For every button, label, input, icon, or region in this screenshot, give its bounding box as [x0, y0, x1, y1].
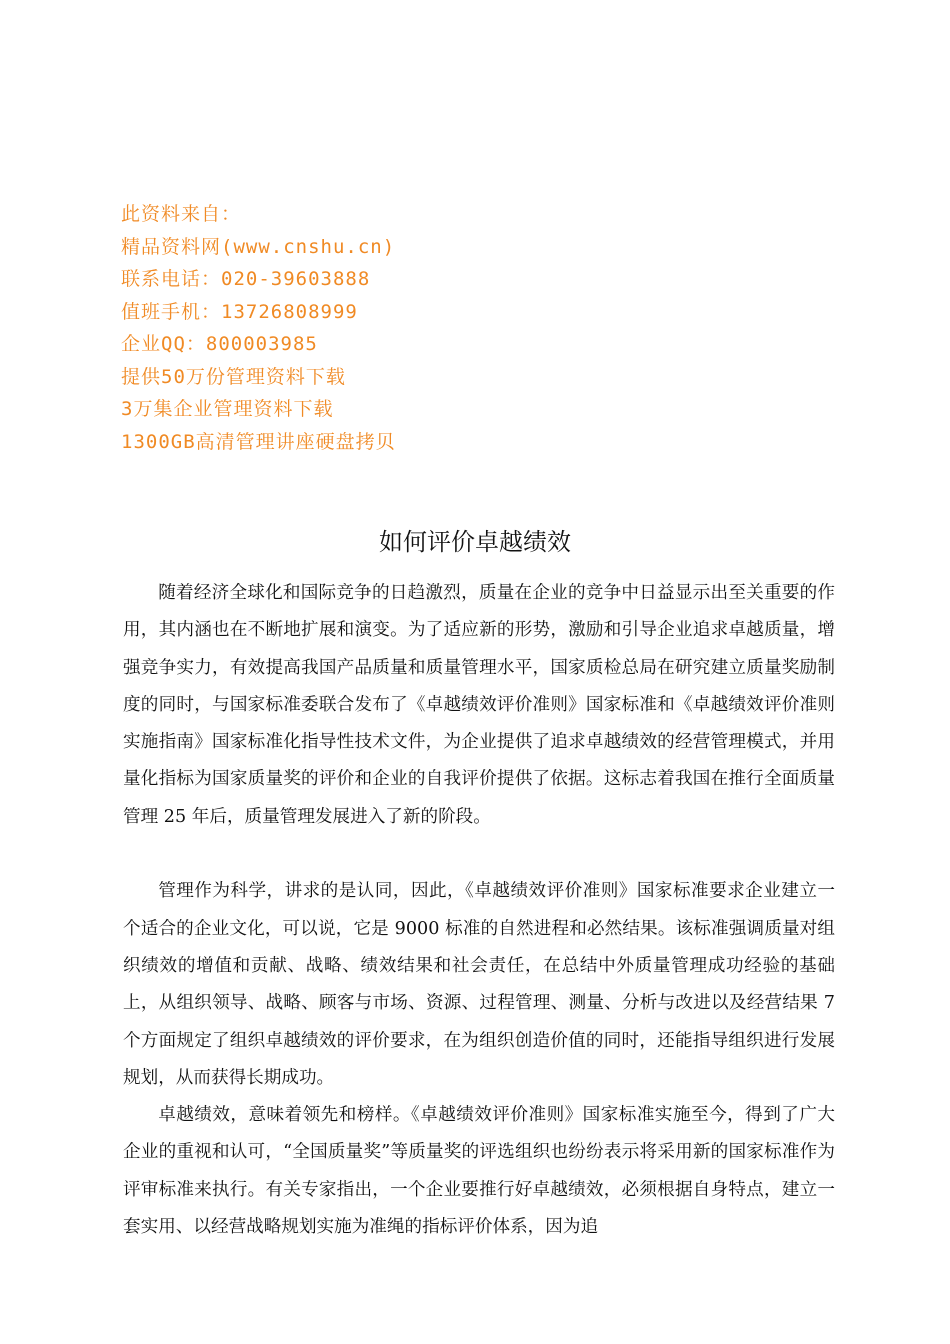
download-offer: 提供50万份管理资料下载: [121, 365, 346, 388]
paragraph-spacer: [123, 836, 835, 873]
management-material-offer: 3万集企业管理资料下载: [121, 398, 334, 420]
lecture-copy-offer: 1300GB高清管理讲座硬盘拷贝: [121, 430, 396, 453]
article-paragraph: 随着经济全球化和国际竞争的日趋激烈，质量在企业的竞争中日益显示出至关重要的作用，其内涵也在不断地扩展和演变。为了适应新的形势，激励和引导企业追求卓越质量，增强竞争实力，有效提高我国产品质量和质量管理水平，国家质检总局在研究建立质量奖励制度的同时，与国家标准委联合发布了《卓越绩效评价准则》国家标准和《卓越绩效评价准则实施指南》国家标准化指导性技术文件，为企业提供了追求卓越绩效的经营管理模式，并用量化指标为国家质量奖的评价和企业的自我评价提供了依据。这标志着我国在推行全面质量管理 25 年后，质量管理发展进入了新的阶段。: [123, 583, 835, 827]
company-qq: 企业QQ：800003985: [121, 333, 318, 355]
article-paragraph: 卓越绩效，意味着领先和榜样。《卓越绩效评价准则》国家标准实施至今，得到了广大企业的重视和认可，“全国质量奖”等质量奖的评选组织也纷纷表示将采用新的国家标准作为评审标准来执行。有关专家指出，一个企业要推行好卓越绩效，必须根据自身特点，建立一套实用、以经营战略规划实施为准绳的指标评价体系，因为追: [123, 1105, 835, 1238]
source-info-block: [121, 198, 681, 458]
article-paragraph: 管理作为科学，讲求的是认同，因此，《卓越绩效评价准则》国家标准要求企业建立一个适合的企业文化，可以说，它是 9000 标准的自然进程和必然结果。该标准强调质量对组织绩效的增值和贡献、战略、绩效结果和社会责任，在总结中外质量管理成功经验的基础上，从组织领导、战略、顾客与市场、资源、过程管理、测量、分析与改进以及经营结果 7 个方面规定了组织卓越绩效的评价要求，在为组织创造价值的同时，还能指导组织进行发展规划，从而获得长期成功。: [123, 881, 835, 1088]
source-website: 精品资料网(www.cnshu.cn): [121, 235, 396, 258]
contact-phone: 联系电话：020-39603888: [121, 268, 371, 290]
source-label: 此资料来自：: [121, 203, 242, 225]
article-title: 如何评价卓越绩效: [379, 528, 571, 556]
article-body: [123, 575, 835, 1246]
duty-mobile: 值班手机：13726808999: [121, 300, 358, 323]
